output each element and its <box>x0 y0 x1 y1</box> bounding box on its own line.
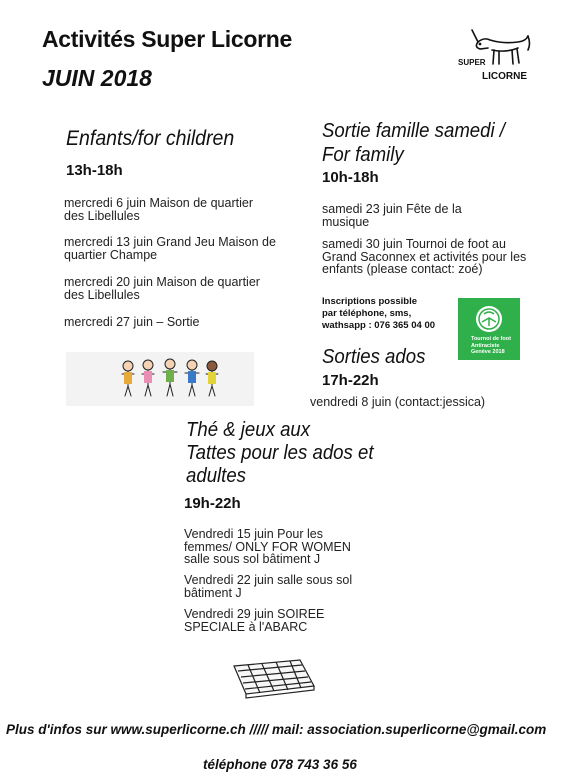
page-subtitle: JUIN 2018 <box>42 65 152 91</box>
tattes-time: 19h-22h <box>184 495 241 512</box>
children-item: mercredi 20 juin Maison de quartier des Libellules <box>64 275 260 302</box>
family-heading-line2: For family <box>322 144 404 166</box>
footer-phone: téléphone 078 743 36 56 <box>203 757 357 772</box>
badge-line2: Antiraciste <box>471 342 500 349</box>
page-title: Activités Super Licorne <box>42 26 293 52</box>
family-item: samedi 30 juin Tournoi de foot au Grand Saconnex et activités pour les enfants (please contact: zoé) <box>322 237 527 276</box>
children-item: mercredi 13 juin Grand Jeu Maison de quartier Champe <box>64 235 276 262</box>
children-item: mercredi 27 juin – Sortie <box>64 315 200 329</box>
ados-time: 17h-22h <box>322 372 379 389</box>
footer-info: Plus d'infos sur www.superlicorne.ch ///// mail: association.superlicorne@gmail.com <box>6 722 547 737</box>
tattes-item: Vendredi 15 juin Pour les femmes/ ONLY FOR WOMEN salle sous sol bâtiment J <box>184 527 351 566</box>
tattes-heading-line2: Tattes pour les ados et <box>186 442 374 464</box>
logo-text-super: SUPER <box>458 58 486 67</box>
board-game-illustration <box>228 656 318 700</box>
logo-text-licorne: LICORNE <box>482 71 527 82</box>
badge-line3: Genève 2018 <box>471 349 505 355</box>
tattes-item: Vendredi 29 juin SOIREE SPECIALE à l'ABARC <box>184 607 325 634</box>
tattes-heading-line3: adultes <box>186 465 246 487</box>
children-time: 13h-18h <box>66 162 123 179</box>
inscriptions-line2: par téléphone, sms, <box>322 308 412 319</box>
badge-line1: Tournoi de foot <box>471 336 511 342</box>
inscriptions-line3: wathsapp : 076 365 04 00 <box>322 320 436 331</box>
family-heading-line1: Sortie famille samedi / <box>322 120 505 142</box>
children-illustration <box>66 352 254 406</box>
children-heading: Enfants/for children <box>66 127 235 150</box>
super-licorne-logo <box>458 20 538 86</box>
kids-icon <box>66 352 254 406</box>
tattes-item: Vendredi 22 juin salle sous sol bâtiment J <box>184 573 353 600</box>
family-item: samedi 23 juin Fête de la musique <box>322 202 462 229</box>
board-game-icon <box>228 656 318 700</box>
tattes-heading-line1: Thé & jeux aux <box>186 419 311 441</box>
tournament-badge <box>458 298 520 360</box>
ados-item: vendredi 8 juin (contact:jessica) <box>310 395 486 409</box>
family-time: 10h-18h <box>322 169 379 186</box>
children-item: mercredi 6 juin Maison de quartier des Libellules <box>64 196 253 223</box>
ados-heading: Sorties ados <box>322 346 426 368</box>
inscriptions-line1: Inscriptions possible <box>322 296 418 307</box>
